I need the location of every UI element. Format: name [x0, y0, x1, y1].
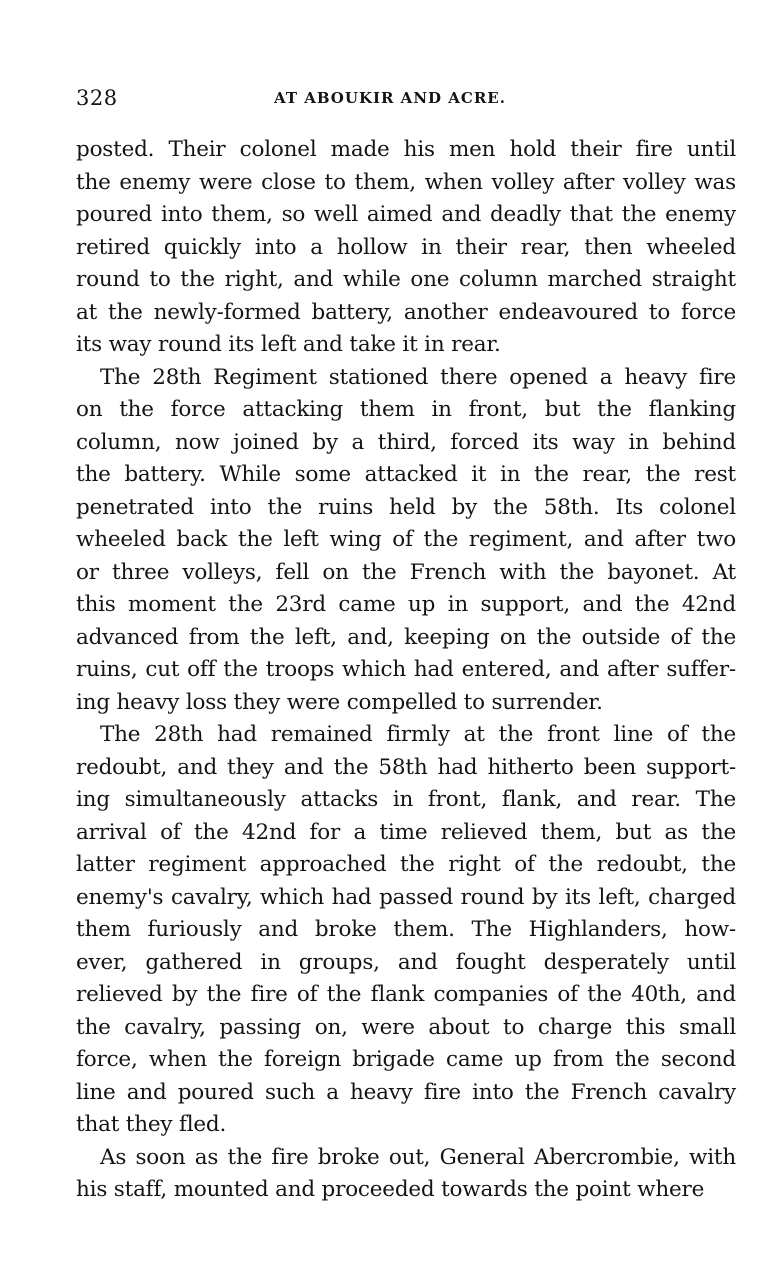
text-line: his staff, mounted and proceeded towards the point where [76, 1177, 705, 1202]
text-line: As soon as the fire broke out, General Abercrombie, with [100, 1144, 736, 1170]
text-line: relieved by the fire of the flank companies of the 40th, and [76, 982, 736, 1007]
text-line: The 28th Regiment stationed there opened a heavy fire [100, 364, 736, 390]
text-line: poured into them, so well aimed and deadly that the enemy [76, 202, 736, 227]
text-line: them furiously and broke them. The Highlanders, how- [76, 917, 736, 942]
text-line: enemy's cavalry, which had passed round by its left, charged [76, 884, 736, 910]
paragraph [76, 362, 736, 720]
text-line: the cavalry, passing on, were about to charge this small [76, 1014, 736, 1040]
page-header [76, 86, 736, 114]
text-line: penetrated into the ruins held by the 58th. Its colonel [76, 494, 736, 520]
text-line: arrival of the 42nd for a time relieved them, but as the [76, 819, 736, 845]
text-line: its way round its left and take it in rear. [76, 332, 501, 357]
text-line: this moment the 23rd came up in support, and the 42nd [76, 592, 736, 617]
text-line: the battery. While some attacked it in the rear, the rest [76, 462, 736, 487]
text-line: on the force attacking them in front, but the flanking [76, 397, 736, 422]
text-line: redoubt, and they and the 58th had hitherto been support- [76, 754, 736, 780]
paragraph [76, 719, 736, 1142]
text-line: ing simultaneously attacks in front, flank, and rear. The [76, 787, 736, 812]
text-line: The 28th had remained firmly at the front line of the [100, 722, 736, 747]
text-line: column, now joined by a third, forced its way in behind [76, 429, 736, 455]
text-line: ever, gathered in groups, and fought desperately until [76, 949, 736, 975]
text-line: the enemy were close to them, when volley after volley was [76, 169, 736, 195]
text-line: force, when the foreign brigade came up from the second [76, 1047, 736, 1072]
text-line: that they fled. [76, 1112, 227, 1137]
running-head: AT ABOUKIR AND ACRE. [274, 89, 506, 107]
text-line: wheeled back the left wing of the regiment, and after two [76, 527, 736, 552]
text-line: ruins, cut off the troops which had entered, and after suffer- [76, 657, 736, 682]
text-line: or three volleys, fell on the French with the bayonet. At [76, 559, 736, 585]
text-line: posted. Their colonel made his men hold their fire until [76, 137, 736, 162]
text-line: ing heavy loss they were compelled to surrender. [76, 689, 603, 715]
body-text [76, 134, 736, 1207]
text-line: round to the right, and while one column marched straight [76, 267, 736, 292]
text-line: advanced from the left, and, keeping on the outside of the [76, 624, 736, 650]
text-line: at the newly-formed battery, another endeavoured to force [76, 299, 736, 325]
paragraph [76, 134, 736, 362]
text-line: latter regiment approached the right of the redoubt, the [76, 852, 736, 877]
text-line: line and poured such a heavy fire into the French cavalry [76, 1079, 736, 1105]
page-number: 328 [76, 86, 118, 110]
paragraph [76, 1142, 736, 1207]
text-line: retired quickly into a hollow in their rear, then wheeled [76, 234, 736, 260]
